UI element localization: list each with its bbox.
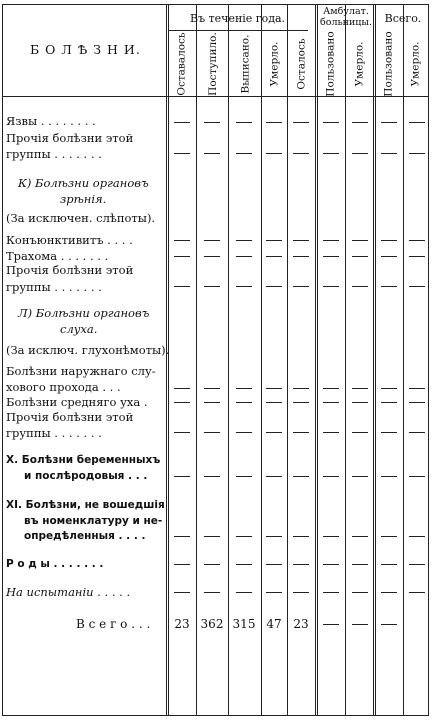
total-value: 23 xyxy=(174,617,190,631)
dash-mark xyxy=(323,240,339,241)
dash-mark xyxy=(352,402,368,403)
dash-mark xyxy=(236,153,252,154)
dash-mark xyxy=(352,153,368,154)
dash-mark xyxy=(266,388,282,389)
dash-mark xyxy=(409,592,425,593)
dash-mark xyxy=(409,286,425,287)
dash-mark xyxy=(352,476,368,477)
col-header: Оставалось xyxy=(176,32,189,96)
dash-mark xyxy=(266,402,282,403)
row-label: Прочія болѣзни этой xyxy=(6,263,134,277)
row-label: Р о д ы . . . . . . . xyxy=(6,558,104,570)
dash-mark xyxy=(323,256,339,257)
col-line-double xyxy=(166,4,169,716)
dash-mark xyxy=(323,122,339,123)
dash-mark xyxy=(409,153,425,154)
col-line xyxy=(228,4,229,716)
dash-mark xyxy=(236,122,252,123)
dash-mark xyxy=(293,536,309,537)
dash-mark xyxy=(266,564,282,565)
dash-mark xyxy=(352,592,368,593)
dash-mark xyxy=(381,592,397,593)
dash-mark xyxy=(174,592,190,593)
dash-mark xyxy=(293,432,309,433)
group-header-ambulat-2: больницы. xyxy=(320,17,372,28)
row-label: Болѣзни наружнаго слу- xyxy=(6,364,156,378)
row-label: группы . . . . . . . xyxy=(6,280,102,294)
dash-mark xyxy=(323,432,339,433)
dash-mark xyxy=(381,240,397,241)
dash-mark xyxy=(381,536,397,537)
dash-mark xyxy=(236,536,252,537)
dash-mark xyxy=(409,256,425,257)
table-top-border xyxy=(2,4,428,5)
dash-mark xyxy=(236,256,252,257)
dash-mark xyxy=(381,476,397,477)
group-header-total: Всего. xyxy=(384,12,422,25)
dash-mark xyxy=(174,286,190,287)
dash-mark xyxy=(204,388,220,389)
row-label: Прочія болѣзни этой xyxy=(6,131,134,145)
dash-mark xyxy=(323,536,339,537)
dash-mark xyxy=(204,432,220,433)
dash-mark xyxy=(204,564,220,565)
dash-mark xyxy=(174,153,190,154)
col-line xyxy=(287,4,288,716)
dash-mark xyxy=(174,536,190,537)
dash-mark xyxy=(266,592,282,593)
col-header: Выписано. xyxy=(239,34,251,94)
row-label: Трахома . . . . . . . xyxy=(6,249,109,263)
dash-mark xyxy=(293,402,309,403)
total-value: 362 xyxy=(200,617,224,631)
row-label: въ номенклатуру и не- xyxy=(24,515,163,527)
dash-mark xyxy=(204,122,220,123)
dash-mark xyxy=(293,476,309,477)
dash-mark xyxy=(236,388,252,389)
dash-mark xyxy=(174,256,190,257)
dash-mark xyxy=(323,476,339,477)
col-header: Умерло. xyxy=(268,41,281,87)
dash-mark xyxy=(293,153,309,154)
dash-mark xyxy=(204,402,220,403)
total-value: 47 xyxy=(266,617,282,631)
group-header-in-year: Въ теченіе года. xyxy=(190,12,286,25)
dash-mark xyxy=(409,564,425,565)
dash-mark xyxy=(381,122,397,123)
row-label: хового прохода . . . xyxy=(6,380,121,394)
dash-mark xyxy=(352,388,368,389)
table-bottom-border xyxy=(2,715,428,716)
row-label: слуха. xyxy=(60,322,98,336)
dash-mark xyxy=(409,432,425,433)
col-header: Пользовано xyxy=(383,31,395,97)
dash-mark xyxy=(352,536,368,537)
dash-mark xyxy=(323,402,339,403)
dash-mark xyxy=(236,432,252,433)
dash-mark xyxy=(409,388,425,389)
row-label-total: В с е г о . . . xyxy=(76,617,151,631)
dash-mark xyxy=(381,256,397,257)
col-line xyxy=(403,4,404,716)
dash-mark xyxy=(204,592,220,593)
dash-mark xyxy=(174,564,190,565)
dash-mark xyxy=(266,476,282,477)
col-header: Умерло. xyxy=(410,41,422,87)
row-label: группы . . . . . . . xyxy=(6,426,102,440)
dash-mark xyxy=(323,592,339,593)
col-line xyxy=(2,4,3,716)
dash-mark xyxy=(266,286,282,287)
dash-mark xyxy=(266,153,282,154)
group-header-ambulat: Амбулат. xyxy=(323,6,369,17)
row-label: XI. Болѣзни, не вошедшія xyxy=(6,499,165,511)
dash-mark xyxy=(293,122,309,123)
dash-mark xyxy=(174,122,190,123)
row-label: Конъюнктивитъ . . . . xyxy=(6,233,133,247)
total-value: 23 xyxy=(293,617,309,631)
dash-mark xyxy=(352,286,368,287)
dash-mark xyxy=(352,432,368,433)
row-label: группы . . . . . . . xyxy=(6,147,102,161)
dash-mark xyxy=(323,286,339,287)
dash-mark xyxy=(293,256,309,257)
dash-mark xyxy=(174,402,190,403)
dash-mark xyxy=(352,122,368,123)
dash-mark xyxy=(174,432,190,433)
dash-mark xyxy=(293,564,309,565)
col-header: Умерло. xyxy=(353,41,366,87)
dash-mark xyxy=(352,256,368,257)
col-line-double xyxy=(373,4,376,716)
dash-mark xyxy=(174,476,190,477)
dash-mark xyxy=(352,624,368,625)
col-line xyxy=(196,4,197,716)
dash-mark xyxy=(293,388,309,389)
dash-mark xyxy=(266,122,282,123)
row-label: (За исключен. слѣпоты). xyxy=(6,211,156,225)
dash-mark xyxy=(293,240,309,241)
dash-mark xyxy=(174,388,190,389)
header-bottom-border xyxy=(2,96,428,97)
dash-mark xyxy=(381,432,397,433)
row-label: К) Болѣзни органовъ xyxy=(18,176,149,190)
dash-mark xyxy=(352,240,368,241)
dash-mark xyxy=(381,402,397,403)
dash-mark xyxy=(323,153,339,154)
row-label: Язвы . . . . . . . . xyxy=(6,114,96,128)
dash-mark xyxy=(266,536,282,537)
dash-mark xyxy=(323,624,339,625)
row-label: и послѣродовыя . . . xyxy=(24,470,148,482)
dash-mark xyxy=(204,256,220,257)
dash-mark xyxy=(236,286,252,287)
dash-mark xyxy=(236,476,252,477)
col-line xyxy=(345,4,346,716)
row-label: На испытаніи . . . . . xyxy=(6,585,131,599)
dash-mark xyxy=(266,432,282,433)
col-line-double xyxy=(315,4,318,716)
dash-mark xyxy=(293,286,309,287)
dash-mark xyxy=(204,476,220,477)
dash-mark xyxy=(204,286,220,287)
dash-mark xyxy=(409,402,425,403)
col-header: Осталось xyxy=(295,38,308,90)
dash-mark xyxy=(266,256,282,257)
dash-mark xyxy=(236,592,252,593)
dash-mark xyxy=(381,153,397,154)
row-label: Прочія болѣзни этой xyxy=(6,410,134,424)
col-line xyxy=(261,4,262,716)
col-line xyxy=(428,4,429,716)
dash-mark xyxy=(236,240,252,241)
dash-mark xyxy=(409,536,425,537)
dash-mark xyxy=(174,240,190,241)
dash-mark xyxy=(381,564,397,565)
dash-mark xyxy=(381,624,397,625)
dash-mark xyxy=(409,476,425,477)
dash-mark xyxy=(293,592,309,593)
row-label: (За исключ. глухонѣмоты). xyxy=(6,343,170,357)
col-header: Поступило. xyxy=(206,32,219,96)
table-title: Б О Л Ѣ З Н И. xyxy=(30,42,141,57)
row-label: опредѣленныя . . . . xyxy=(24,530,146,542)
dash-mark xyxy=(236,402,252,403)
row-label: зрѣнія. xyxy=(60,192,107,206)
dash-mark xyxy=(352,564,368,565)
row-label: X. Болѣзни беременныхъ xyxy=(6,454,161,466)
row-label: Болѣзни средняго уха . xyxy=(6,395,148,409)
dash-mark xyxy=(381,388,397,389)
dash-mark xyxy=(409,240,425,241)
total-value: 315 xyxy=(232,617,256,631)
dash-mark xyxy=(323,388,339,389)
row-label: Л) Болѣзни органовъ xyxy=(18,306,150,320)
col-header: Пользовано xyxy=(325,31,337,97)
dash-mark xyxy=(381,286,397,287)
dash-mark xyxy=(204,153,220,154)
dash-mark xyxy=(236,564,252,565)
dash-mark xyxy=(204,240,220,241)
dash-mark xyxy=(204,536,220,537)
dash-mark xyxy=(323,564,339,565)
dash-mark xyxy=(409,122,425,123)
dash-mark xyxy=(266,240,282,241)
